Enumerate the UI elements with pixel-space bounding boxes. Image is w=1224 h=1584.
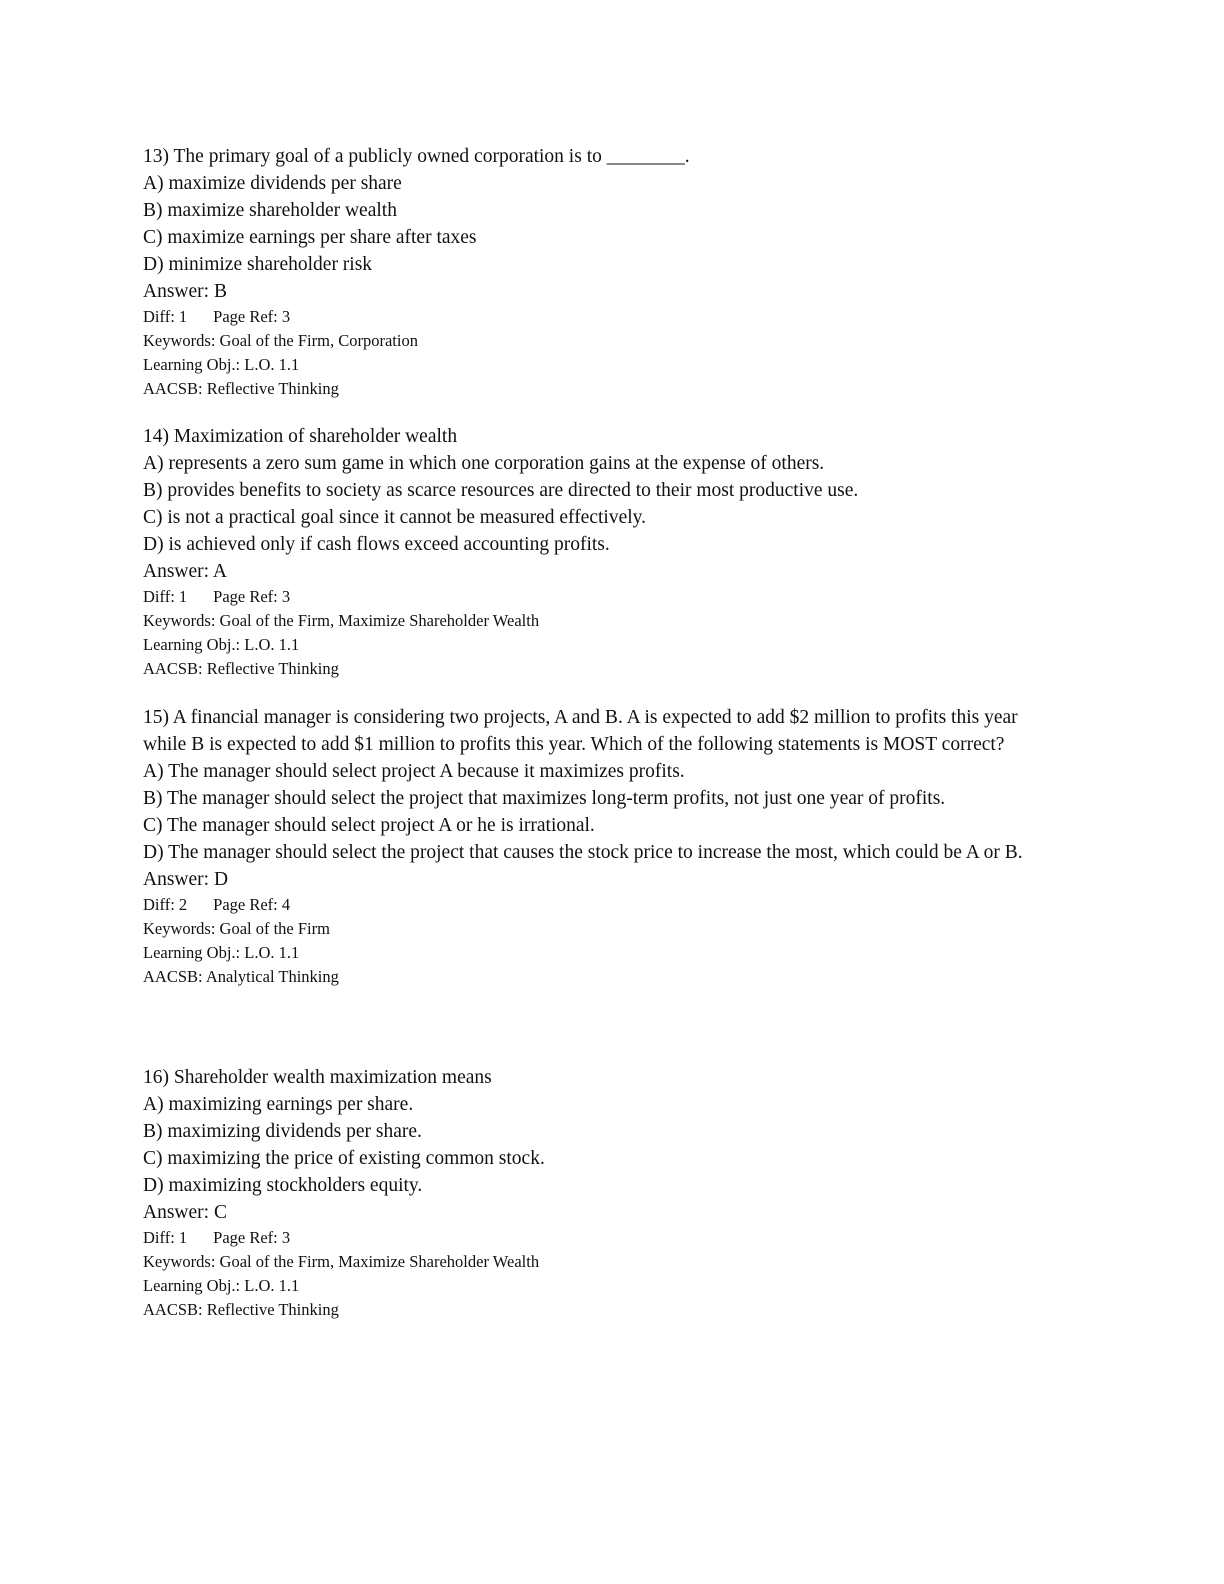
learning-objective: Learning Obj.: L.O. 1.1 (143, 355, 300, 374)
difficulty: Diff: 1 (143, 587, 188, 606)
question-stem: 16) Shareholder wealth maximization means (143, 1067, 492, 1088)
answer-option: C) maximizing the price of existing common stock. (143, 1148, 545, 1169)
page-ref: Page Ref: 3 (213, 1228, 291, 1247)
answer-option: D) is achieved only if cash flows exceed accounting profits. (143, 534, 610, 555)
answer-option: B) The manager should select the project that maximizes long-term profits, not just one year of profits. (143, 788, 946, 809)
difficulty: Diff: 2 (143, 895, 188, 914)
learning-objective: Learning Obj.: L.O. 1.1 (143, 1276, 300, 1295)
keywords: Keywords: Goal of the Firm, Corporation (143, 331, 418, 350)
aacsb: AACSB: Reflective Thinking (143, 659, 339, 678)
question-block (143, 423, 1063, 681)
answer: Answer: A (143, 561, 227, 582)
answer-option: A) maximize dividends per share (143, 173, 402, 194)
aacsb: AACSB: Analytical Thinking (143, 967, 339, 986)
learning-objective: Learning Obj.: L.O. 1.1 (143, 943, 300, 962)
answer-option: B) maximizing dividends per share. (143, 1121, 422, 1142)
aacsb: AACSB: Reflective Thinking (143, 1300, 339, 1319)
answer-option: D) minimize shareholder risk (143, 254, 373, 275)
answer-option: C) maximize earnings per share after taxes (143, 227, 477, 248)
question-stem: 15) A financial manager is considering two projects, A and B. A is expected to add $2 million to profits this year while B is expected to add $1 million to profits this year. Which of the following statements is MOST correct? (143, 707, 1018, 755)
keywords: Keywords: Goal of the Firm, Maximize Shareholder Wealth (143, 611, 540, 630)
page-ref: Page Ref: 3 (213, 307, 291, 326)
answer-option: C) is not a practical goal since it cannot be measured effectively. (143, 507, 647, 528)
keywords: Keywords: Goal of the Firm (143, 919, 330, 938)
answer-option: B) provides benefits to society as scarce resources are directed to their most productive use. (143, 480, 859, 501)
answer: Answer: C (143, 1202, 227, 1223)
answer-option: A) maximizing earnings per share. (143, 1094, 414, 1115)
page-ref: Page Ref: 3 (213, 587, 291, 606)
question-block (143, 1064, 1063, 1322)
answer-option: A) represents a zero sum game in which one corporation gains at the expense of others. (143, 453, 825, 474)
difficulty: Diff: 1 (143, 307, 188, 326)
aacsb: AACSB: Reflective Thinking (143, 379, 339, 398)
page-ref: Page Ref: 4 (213, 895, 291, 914)
diff-pageref-line (143, 305, 1063, 329)
answer-option: B) maximize shareholder wealth (143, 200, 397, 221)
learning-objective: Learning Obj.: L.O. 1.1 (143, 635, 300, 654)
answer: Answer: D (143, 869, 229, 890)
keywords: Keywords: Goal of the Firm, Maximize Shareholder Wealth (143, 1252, 540, 1271)
question-block (143, 704, 1063, 989)
answer-option: C) The manager should select project A or he is irrational. (143, 815, 595, 836)
difficulty: Diff: 1 (143, 1228, 188, 1247)
diff-pageref-line (143, 585, 1063, 609)
question-stem: 14) Maximization of shareholder wealth (143, 426, 458, 447)
answer-option: D) maximizing stockholders equity. (143, 1175, 423, 1196)
diff-pageref-line (143, 893, 1063, 917)
answer-option: A) The manager should select project A because it maximizes profits. (143, 761, 685, 782)
question-block (143, 143, 1063, 401)
diff-pageref-line (143, 1226, 1063, 1250)
question-stem: 13) The primary goal of a publicly owned corporation is to ________. (143, 146, 690, 167)
answer-option: D) The manager should select the project that causes the stock price to increase the most, which could be A or B. (143, 842, 1023, 863)
answer: Answer: B (143, 281, 227, 302)
